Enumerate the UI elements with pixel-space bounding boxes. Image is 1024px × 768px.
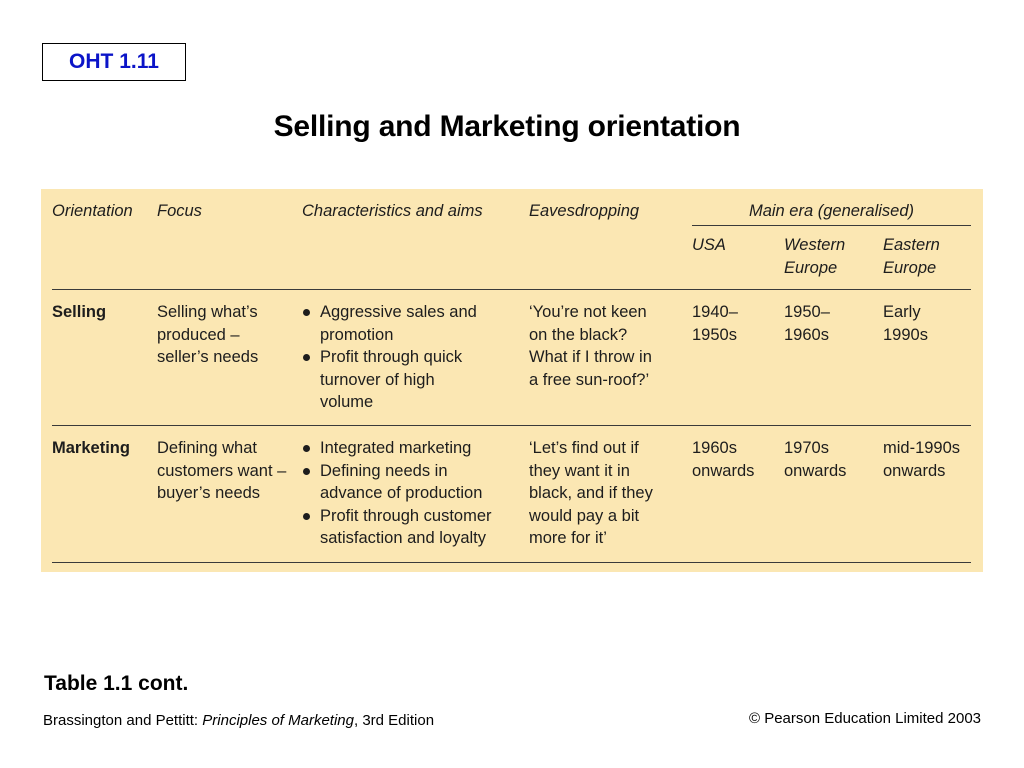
- row-selling-eastern-europe: Early 1990s: [883, 303, 928, 344]
- header-focus: Focus: [157, 202, 202, 220]
- list-item: Integrated marketing: [302, 437, 492, 460]
- slide-title: Selling and Marketing orientation: [273, 110, 741, 143]
- slide-label: OHT 1.11: [42, 43, 186, 81]
- header-eastern-europe: Eastern Europe: [883, 236, 940, 277]
- row-selling-western-europe: 1950– 1960s: [784, 303, 830, 344]
- row-selling-characteristics: [302, 301, 477, 414]
- row-marketing-orientation: Marketing: [52, 439, 130, 457]
- header-characteristics: Characteristics and aims: [302, 202, 483, 220]
- row-selling-usa: 1940– 1950s: [692, 303, 738, 344]
- header-usa: USA: [692, 236, 726, 254]
- bottom-rule: [52, 562, 971, 563]
- list-item: Profit through quick turnover of high volume: [302, 346, 477, 414]
- row-selling-orientation: Selling: [52, 303, 107, 321]
- table-caption: Table 1.1 cont.: [44, 672, 189, 695]
- row-marketing-characteristics: [302, 437, 492, 550]
- row-marketing-usa: 1960s onwards: [692, 439, 755, 480]
- orientation-table: [41, 189, 983, 572]
- header-main-era: Main era (generalised): [748, 202, 915, 220]
- row-marketing-western-europe: 1970s onwards: [784, 439, 847, 480]
- list-item: Aggressive sales and promotion: [302, 301, 477, 346]
- row-marketing-eavesdropping: ‘Let’s find out if they want it in black, and if they would pay a bit more for it’: [529, 439, 653, 548]
- row-selling-focus: Selling what’s produced – seller’s needs: [157, 303, 259, 367]
- era-rule: [692, 225, 971, 226]
- row-marketing-focus: Defining what customers want – buyer’s needs: [157, 439, 287, 503]
- row-selling-eavesdropping: ‘You’re not keen on the black? What if I throw in a free sun-roof?’: [529, 303, 652, 389]
- list-item: Defining needs in advance of production: [302, 460, 492, 505]
- header-orientation: Orientation: [52, 202, 133, 220]
- source-citation: Brassington and Pettitt: Principles of Marketing, 3rd Edition: [43, 712, 435, 729]
- row-marketing-eastern-europe: mid-1990s onwards: [883, 439, 961, 480]
- copyright-notice: © Pearson Education Limited 2003: [748, 710, 981, 727]
- list-item: Profit through customer satisfaction and loyalty: [302, 505, 492, 550]
- header-western-europe: Western Europe: [784, 236, 846, 277]
- header-eavesdropping: Eavesdropping: [529, 202, 640, 220]
- row-rule: [52, 425, 971, 426]
- header-rule: [52, 289, 971, 290]
